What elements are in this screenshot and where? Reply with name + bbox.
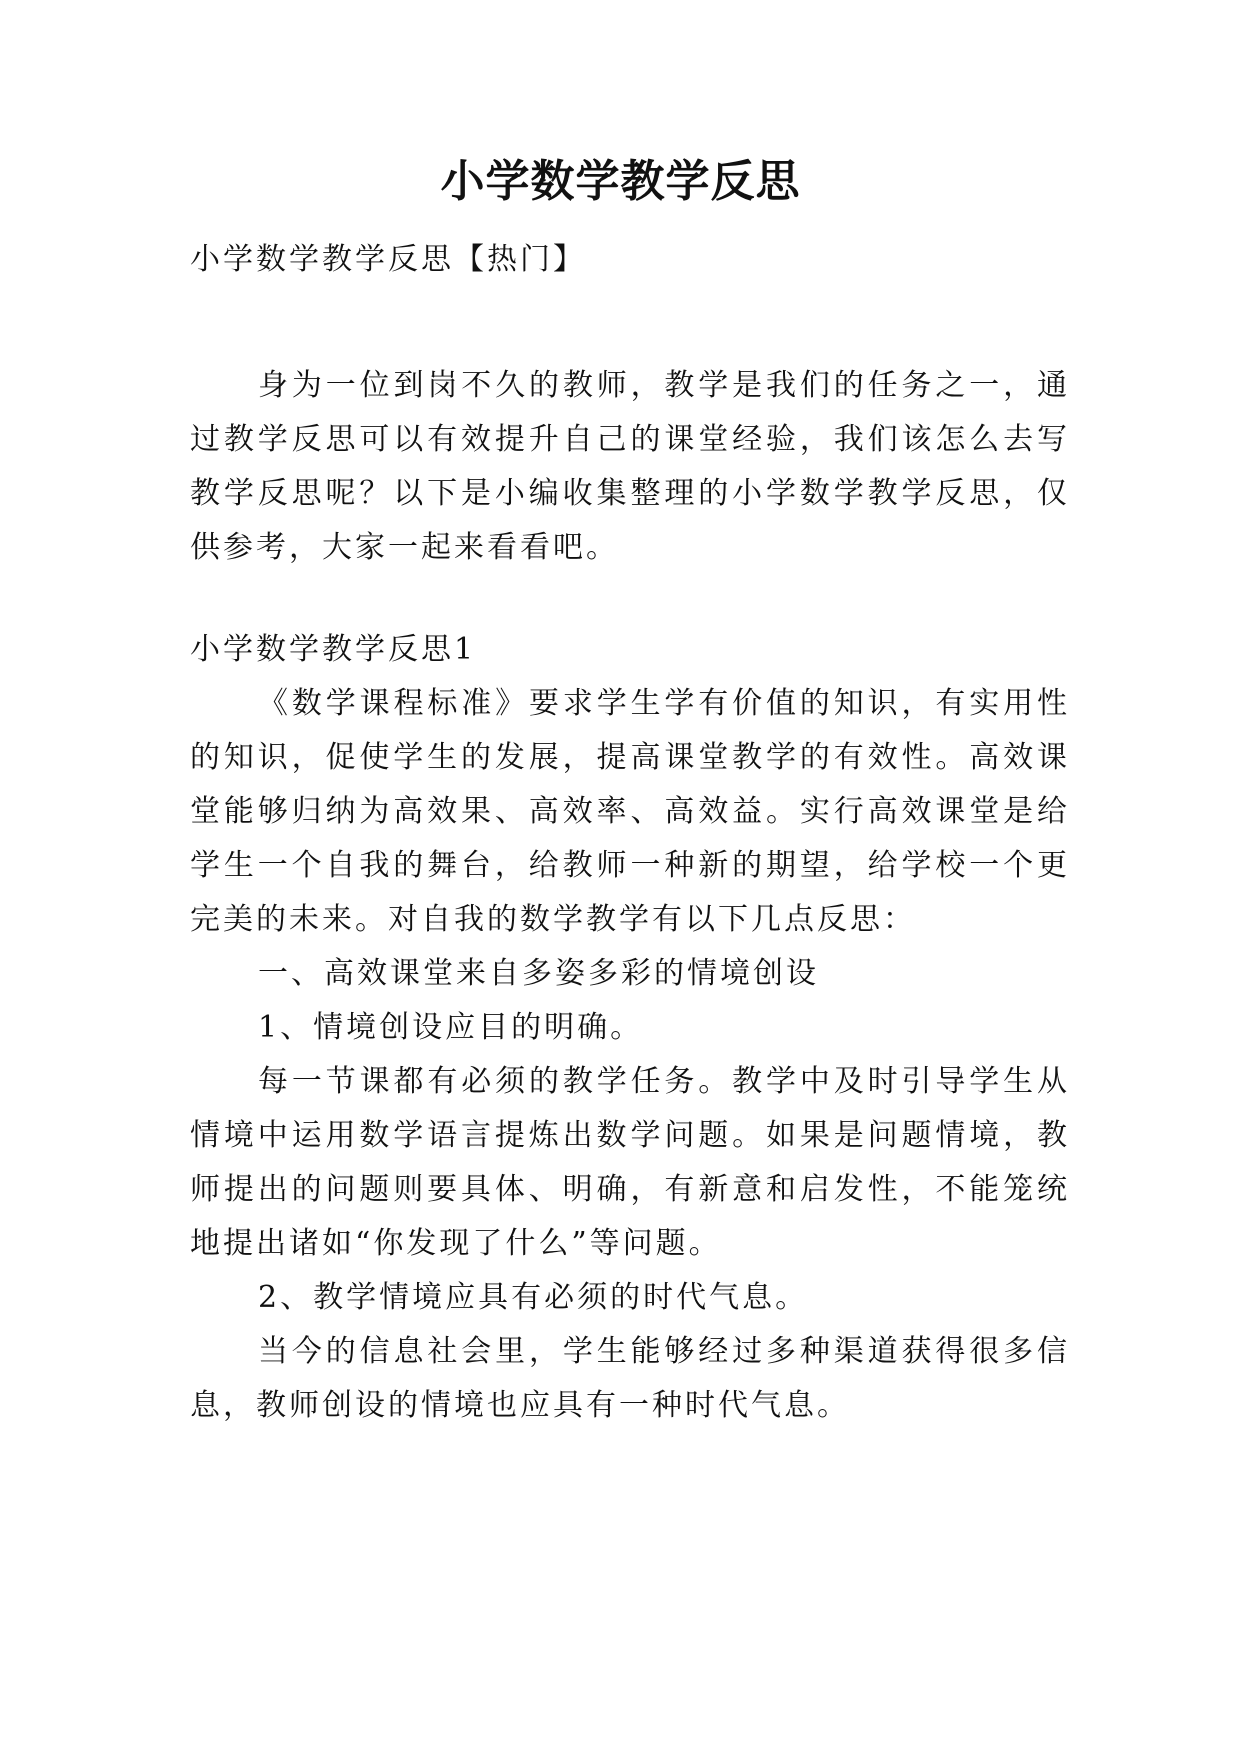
point-heading: 一、高效课堂来自多姿多彩的情境创设 (258, 956, 819, 991)
paragraph-line: 堂能够归纳为高效果、高效率、高效益。实行高效课堂是给 (190, 794, 1070, 829)
paragraph-line: 息，教师创设的情境也应具有一种时代气息。 (190, 1388, 850, 1423)
paragraph-line: 《数学课程标准》要求学生学有价值的知识，有实用性 (258, 686, 1070, 721)
document-title: 小学数学教学反思 (440, 156, 801, 207)
paragraph-line: 地提出诸如“你发现了什么”等问题。 (190, 1226, 722, 1261)
list-item: 1、情境创设应目的明确。 (258, 1010, 644, 1045)
intro-line: 供参考，大家一起来看看吧。 (190, 530, 619, 565)
intro-line: 过教学反思可以有效提升自己的课堂经验，我们该怎么去写 (190, 422, 1070, 457)
paragraph-line: 每一节课都有必须的教学任务。教学中及时引导学生从 (258, 1064, 1070, 1099)
intro-line: 身为一位到岗不久的教师，教学是我们的任务之一，通 (258, 368, 1070, 403)
paragraph-line: 师提出的问题则要具体、明确，有新意和启发性，不能笼统 (190, 1172, 1070, 1207)
list-item: 2、教学情境应具有必须的时代气息。 (258, 1280, 809, 1315)
document-subtitle: 小学数学教学反思【热门】 (190, 242, 586, 277)
paragraph-line: 完美的未来。对自我的数学教学有以下几点反思： (190, 902, 916, 937)
section-heading: 小学数学教学反思1 (190, 632, 477, 667)
paragraph-line: 当今的信息社会里，学生能够经过多种渠道获得很多信 (258, 1334, 1070, 1369)
paragraph-line: 情境中运用数学语言提炼出数学问题。如果是问题情境，教 (190, 1118, 1070, 1153)
paragraph-line: 的知识，促使学生的发展，提高课堂教学的有效性。高效课 (190, 740, 1070, 775)
paragraph-line: 学生一个自我的舞台，给教师一种新的期望，给学校一个更 (190, 848, 1070, 883)
intro-line: 教学反思呢？以下是小编收集整理的小学数学教学反思，仅 (190, 476, 1070, 511)
